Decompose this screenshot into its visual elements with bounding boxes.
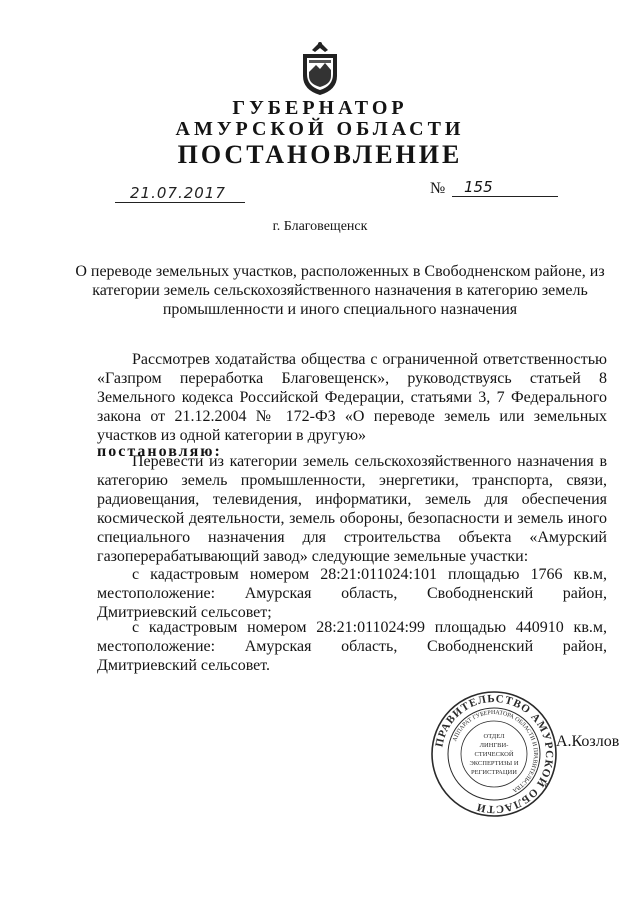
decree-text: Перевести из категории земель сельскохозяйственного назначения в категорию земель промышленности, энергетики, транспорта, связи, радиовещания, телевидения, информатики, земель для обеспечения космической деятельности, земель обороны, безопасности и земель иного специального назначения для строительства объекта «Амурский газоперерабатывающий завод» следующие земельные участки: bbox=[97, 453, 607, 565]
document-title: О переводе земельных участков, расположенных в Свободненском районе, из категории земель сельскохозяйственного назначения в категорию земель промышленности и иного специального назначения bbox=[75, 263, 605, 318]
stamp-center-line: ЛИНГВИ- bbox=[479, 742, 509, 749]
preamble-paragraph bbox=[97, 350, 607, 445]
parcel-1-text: с кадастровым номером 28:21:011024:101 площадью 1766 кв.м, местоположение: Амурская область, Свободненский район, Дмитриевский сельсовет; bbox=[97, 566, 607, 621]
coat-of-arms-emblem bbox=[298, 40, 342, 96]
parcel-paragraph-2 bbox=[97, 618, 607, 675]
decree-keyword: постановляю: bbox=[97, 443, 222, 460]
document-number: 155 bbox=[464, 178, 493, 196]
stamp-center-line: РЕГИСТРАЦИИ bbox=[471, 769, 517, 776]
stamp-inner-ring-text: АППАРАТ ГУБЕРНАТОРА ОБЛАСТИ И ПРАВИТЕЛЬСТВА bbox=[452, 709, 539, 794]
document-date: 21.07.2017 bbox=[130, 184, 226, 202]
organization-line-2: АМУРСКОЙ ОБЛАСТИ bbox=[175, 118, 465, 140]
number-label: № bbox=[430, 180, 446, 197]
city-name: г. Благовещенск bbox=[272, 219, 368, 234]
preamble-text: Рассмотрев ходатайства общества с ограниченной ответственностью «Газпром переработка Благовещенск», руководствуясь статьей 8 Земельного кодекса Российской Федерации, статьями 3, 7 Федерального закона от 21.12.2004 № 172-ФЗ «О переводе земель или земельных участков из одной категории в другую» bbox=[97, 351, 607, 444]
stamp-outer-text: ПРАВИТЕЛЬСТВО АМУРСКОЙ ОБЛАСТИ bbox=[433, 692, 556, 816]
signatory-name: А.Козлов bbox=[556, 733, 620, 750]
organization-line-1: ГУБЕРНАТОР bbox=[232, 97, 408, 119]
parcel-2-text: с кадастровым номером 28:21:011024:99 площадью 440910 кв.м, местоположение: Амурская область, Свободненский район, Дмитриевский сельсовет. bbox=[97, 619, 607, 674]
stamp-center-line: ЭКСПЕРТИЗЫ И bbox=[469, 760, 519, 767]
decree-paragraph bbox=[97, 452, 607, 566]
parcel-paragraph-1 bbox=[97, 565, 607, 622]
document-type-heading: ПОСТАНОВЛЕНИЕ bbox=[177, 140, 463, 169]
official-stamp bbox=[430, 690, 558, 818]
date-underline bbox=[115, 202, 245, 203]
stamp-center-line: ОТДЕЛ bbox=[483, 733, 505, 740]
stamp-center-line: СТИЧЕСКОЙ bbox=[474, 751, 514, 758]
number-underline bbox=[452, 196, 558, 197]
